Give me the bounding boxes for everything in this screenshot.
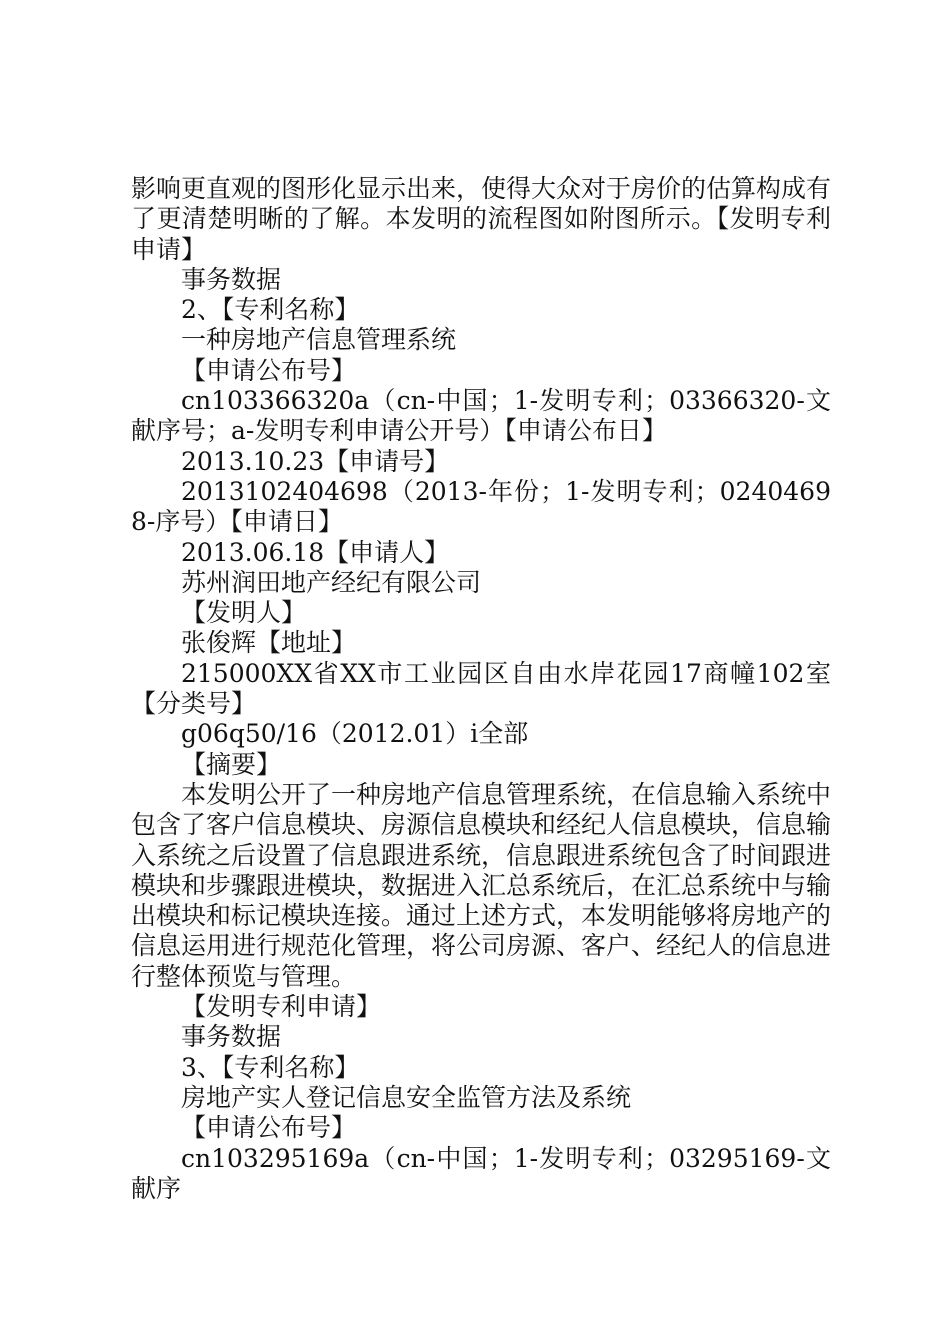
paragraph: 本发明公开了一种房地产信息管理系统，在信息输入系统中包含了客户信息模块、房源信息模块和经纪人信息模块，信息输入系统之后设置了信息跟进系统，信息跟进系统包含了时间跟进模块和步骤跟进模块，数据进入汇总系统后，在汇总系统中与输出模块和标记模块连接。通过上述方式，本发明能够将房地产的信息运用进行规范化管理，将公司房源、客户、经纪人的信息进行整体预览与管理。	[131, 779, 832, 991]
paragraph: 【申请公布号】	[181, 355, 357, 385]
paragraph: cn103366320a（cn-中国；1-发明专利；03366320-文献序号；a-发明专利申请公开号）【申请公布日】	[131, 386, 831, 446]
paragraph: 2013102404698（2013-年份；1-发明专利；02404698-序号）【申请日】	[131, 476, 831, 537]
paragraph: 2013.10.23【申请号】	[181, 446, 450, 476]
paragraph: 张俊辉【地址】	[181, 628, 357, 658]
paragraph: 影响更直观的图形化显示出来，使得大众对于房价的估算构成有了更清楚明晰的了解。本发明的流程图如附图所示。【发明专利申请】	[131, 174, 832, 264]
paragraph: 【申请公布号】	[181, 1113, 357, 1143]
paragraph: 事务数据	[181, 264, 282, 294]
paragraph: 215000XX省XX市工业园区自由水岸花园17商幢102室【分类号】	[131, 658, 831, 719]
paragraph: 苏州润田地产经纪有限公司	[181, 567, 482, 597]
paragraph: 【摘要】	[181, 749, 282, 779]
paragraph: 一种房地产信息管理系统	[181, 325, 457, 355]
document-body	[131, 174, 831, 1204]
paragraph: g06q50/16（2012.01）i全部	[181, 719, 529, 749]
paragraph: 2、【专利名称】	[181, 295, 360, 325]
paragraph: 【发明专利申请】	[181, 992, 382, 1022]
paragraph: 事务数据	[181, 1022, 282, 1052]
paragraph: 2013.06.18【申请人】	[181, 537, 450, 567]
paragraph: 3、【专利名称】	[181, 1052, 360, 1082]
paragraph: cn103295169a（cn-中国；1-发明专利；03295169-文献序	[131, 1143, 831, 1203]
paragraph: 【发明人】	[181, 598, 307, 628]
paragraph: 房地产实人登记信息安全监管方法及系统	[181, 1082, 632, 1112]
